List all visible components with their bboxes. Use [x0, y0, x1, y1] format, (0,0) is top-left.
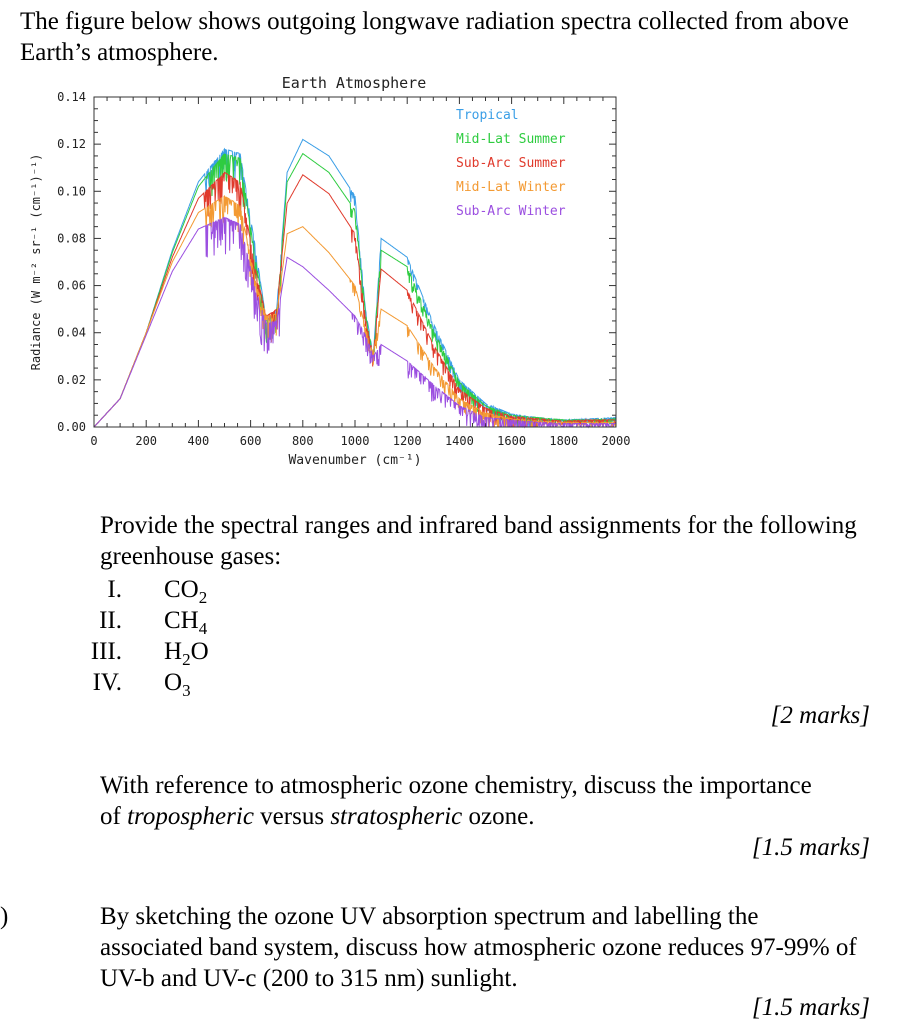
formula-base: CH: [164, 607, 199, 634]
x-tick-label: 1400: [444, 434, 474, 448]
y-tick-label: 0.14: [57, 90, 86, 104]
x-axis-label: Wavenumber (cm⁻¹): [288, 453, 422, 468]
question-3-number: ): [0, 903, 8, 930]
x-tick-label: 200: [135, 434, 158, 448]
formula-base: O: [164, 669, 183, 696]
y-tick-labels: [57, 90, 86, 434]
y-tick-label: 0.12: [57, 137, 86, 152]
question-2-text: [100, 770, 820, 832]
gas-formula: [164, 667, 191, 706]
question-1-prompt: Provide the spectral ranges and infrared band assignments for the following greenhouse gases:: [100, 512, 857, 570]
legend-entry: Sub-Arc Summer: [456, 156, 566, 171]
formula-subscript: 3: [182, 681, 191, 700]
question-3-marks: [1.5 marks]: [751, 994, 870, 1021]
x-tick-label: 400: [187, 434, 210, 448]
formula-suffix: O: [190, 638, 209, 665]
x-tick-label: 1000: [340, 434, 370, 448]
y-tick-label: 0.00: [57, 420, 86, 434]
gas-number: IV.: [92, 669, 122, 696]
y-tick-label: 0.02: [57, 372, 86, 387]
legend-entry: Sub-Arc Winter: [456, 204, 566, 219]
y-axis-label: Radiance (W m⁻² sr⁻¹ (cm⁻¹)⁻¹): [29, 153, 43, 371]
y-tick-label: 0.04: [57, 325, 86, 340]
y-tick-label: 0.08: [57, 231, 86, 246]
formula-subscript: 2: [198, 588, 208, 607]
question-2-part: ozone.: [462, 803, 535, 830]
question-2-emphasis: stratospheric: [330, 803, 463, 830]
question-2-emphasis: tropospheric: [127, 803, 254, 830]
x-tick-label: 2000: [601, 434, 631, 448]
formula-subscript: 2: [182, 650, 191, 669]
legend-entry: Tropical: [456, 108, 519, 123]
x-tick-labels: [90, 434, 630, 448]
intro-text: The figure below shows outgoing longwave radiation spectra collected from above Earth’s atmosphere.: [20, 8, 849, 66]
formula-base: H: [164, 638, 183, 665]
legend-entry: Mid-Lat Summer: [456, 132, 566, 147]
x-tick-label: 0: [90, 434, 98, 448]
question-2-part: versus: [253, 803, 331, 830]
x-tick-label: 600: [239, 434, 262, 448]
x-tick-label: 1800: [549, 434, 579, 448]
x-tick-label: 1600: [497, 434, 527, 448]
gas-number: I.: [107, 576, 122, 603]
formula-subscript: 4: [198, 619, 208, 638]
x-tick-label: 800: [291, 434, 314, 448]
gas-number: III.: [90, 638, 122, 665]
question-1-marks: [2 marks]: [770, 702, 870, 729]
question-3-text: By sketching the ozone UV absorption spectrum and labelling the associated band system, discuss how atmospheric ozone reduces 97-99% of UV-b and UV-c (200 to 315 nm) sunlight.: [100, 903, 857, 992]
question-2-marks: [1.5 marks]: [751, 834, 870, 861]
question-2-part: With reference to atmospheric ozone chemistry, discuss the importance of: [100, 772, 812, 830]
y-tick-label: 0.06: [57, 278, 86, 293]
series-line: [94, 196, 616, 427]
radiance-spectrum-chart: [20, 68, 660, 478]
y-tick-label: 0.10: [57, 184, 86, 199]
x-tick-label: 1200: [392, 434, 422, 448]
legend-entry: Mid-Lat Winter: [456, 180, 566, 195]
chart-legend: [456, 108, 566, 219]
chart-title: Earth Atmosphere: [281, 74, 427, 92]
gas-number: II.: [99, 607, 122, 634]
formula-base: CO: [164, 576, 199, 603]
